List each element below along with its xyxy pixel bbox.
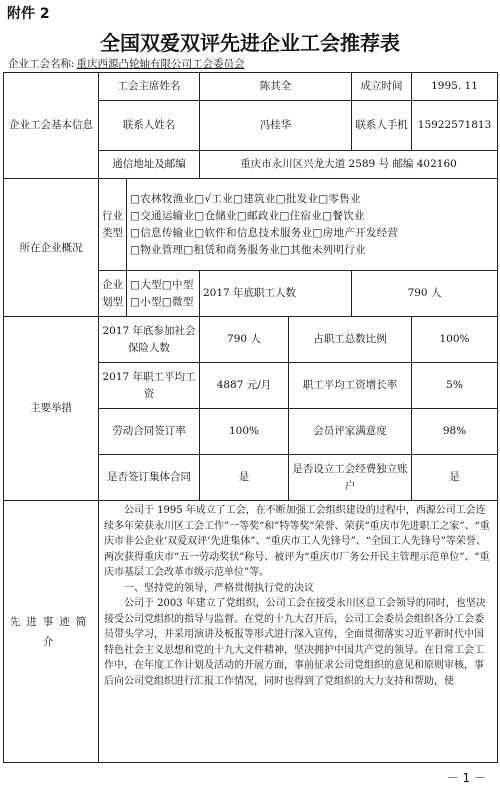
contact-value: 冯桂华	[200, 101, 352, 151]
collective-label: 是否签订集体合同	[99, 455, 200, 501]
contact-label: 联系人姓名	[99, 101, 200, 151]
industry-line: □信息传输业□软件和信息技术服务业□房地产开发经营	[130, 226, 399, 239]
wage-value: 4887 元/月	[200, 363, 289, 409]
story-paragraph: 公司于 2003 年建立了党组织，公司工会在接受永川区总工会领导的同时，也坚决接受公司党组织的指导与监督。在党的十九大召开后，公司工会委员会组织各分工会委员带头学习，并采用演讲及板报等形式进行深入宣传，全面贯彻落实习近平新时代中国特色社会主义思想和党的十九大文件精神，坚决拥护中国共产党的领导。在日常工会工作中，在年度工作计划及活动的开展方面，事前征求公司党组织的意见和原则审核，事后向公司党组织进行汇报工作情况，同时也得到了党组织的大力支持和帮助，使	[104, 598, 486, 687]
size-line: □小型□微型	[130, 295, 194, 308]
founded-label: 成立时间	[352, 73, 412, 101]
enterprise-section-label: 所在企业概况	[4, 179, 99, 317]
satisfaction-label: 会员评家满意度	[289, 409, 412, 455]
size-label: 企业划型	[99, 271, 127, 317]
story-body	[99, 501, 498, 763]
collective-value: 是	[200, 455, 289, 501]
address-value: 重庆市永川区兴龙大道 2589 号 邮编 402160	[200, 151, 498, 179]
insured-label: 2017 年底参加社会保险人数	[99, 317, 200, 363]
recommendation-table	[3, 72, 498, 763]
contract-value: 100%	[200, 409, 289, 455]
industry-line: □农林牧渔业□√工业□建筑业□批发业□零售业	[130, 192, 361, 205]
attachment-label: 附件 2	[7, 6, 50, 22]
story-paragraph: 公司于 1995 年成立了工会，在不断加强工会组织建设的过程中，西源公司工会连续多年荣获永川区工会工作”一等奖“和”特等奖“荣誉、荣获“重庆市先进职工之家”、“重庆市非公企业‘双爱双评’先进集体”、“重庆市工人先锋号”、“全国工人先锋号”等荣誉、两次获得重庆市“五一劳动奖状”称号、被评为“重庆市厂务公开民主管理示范单位”、“重庆市基层工会改革市级示范单位”等。	[104, 505, 490, 578]
form-title: 全国双爱双评先进企业工会推荐表	[100, 31, 400, 55]
account-value: 是	[412, 455, 498, 501]
size-options	[127, 271, 200, 317]
ratio-label: 占职工总数比例	[289, 317, 412, 363]
growth-label: 职工平均工资增长率	[289, 363, 412, 409]
workers-label: 2017 年底职工人数	[200, 271, 352, 317]
workers-value: 790 人	[352, 271, 498, 317]
chair-value: 陈其全	[200, 73, 352, 101]
wage-label: 2017 年职工平均工资	[99, 363, 200, 409]
org-name-line	[8, 56, 245, 71]
account-label: 是否设立工会经费独立账户	[289, 455, 412, 501]
chair-label: 工会主席姓名	[99, 73, 200, 101]
measures-section-label: 主要举措	[4, 317, 99, 501]
industry-options	[127, 179, 498, 271]
satisfaction-value: 98%	[412, 409, 498, 455]
story-section-label: 先进事迹简介	[4, 501, 99, 763]
address-label: 通信地址及邮编	[99, 151, 200, 179]
page-number: － 1 －	[446, 771, 486, 785]
size-line: □大型□中型	[130, 278, 194, 291]
org-name-label: 企业工会名称:	[8, 58, 75, 70]
phone-value: 15922571813	[412, 101, 498, 151]
industry-label: 行业类型	[99, 179, 127, 271]
growth-value: 5%	[412, 363, 498, 409]
story-heading: 一、坚持党的领导，严格贯彻执行党的决议	[124, 582, 314, 594]
industry-line: □交通运输业□仓储业□邮政业□住宿业□餐饮业	[130, 209, 365, 222]
contract-label: 劳动合同签订率	[99, 409, 200, 455]
basic-section-label: 企业工会基本信息	[4, 73, 99, 179]
founded-value: 1995. 11	[412, 73, 498, 101]
industry-line: □物业管理□租赁和商务服务业□其他未列明行业	[130, 243, 366, 256]
insured-value: 790 人	[200, 317, 289, 363]
phone-label: 联系人手机	[352, 101, 412, 151]
org-name-value: 重庆西源凸轮轴有限公司工会委员会	[76, 58, 245, 70]
ratio-value: 100%	[412, 317, 498, 363]
